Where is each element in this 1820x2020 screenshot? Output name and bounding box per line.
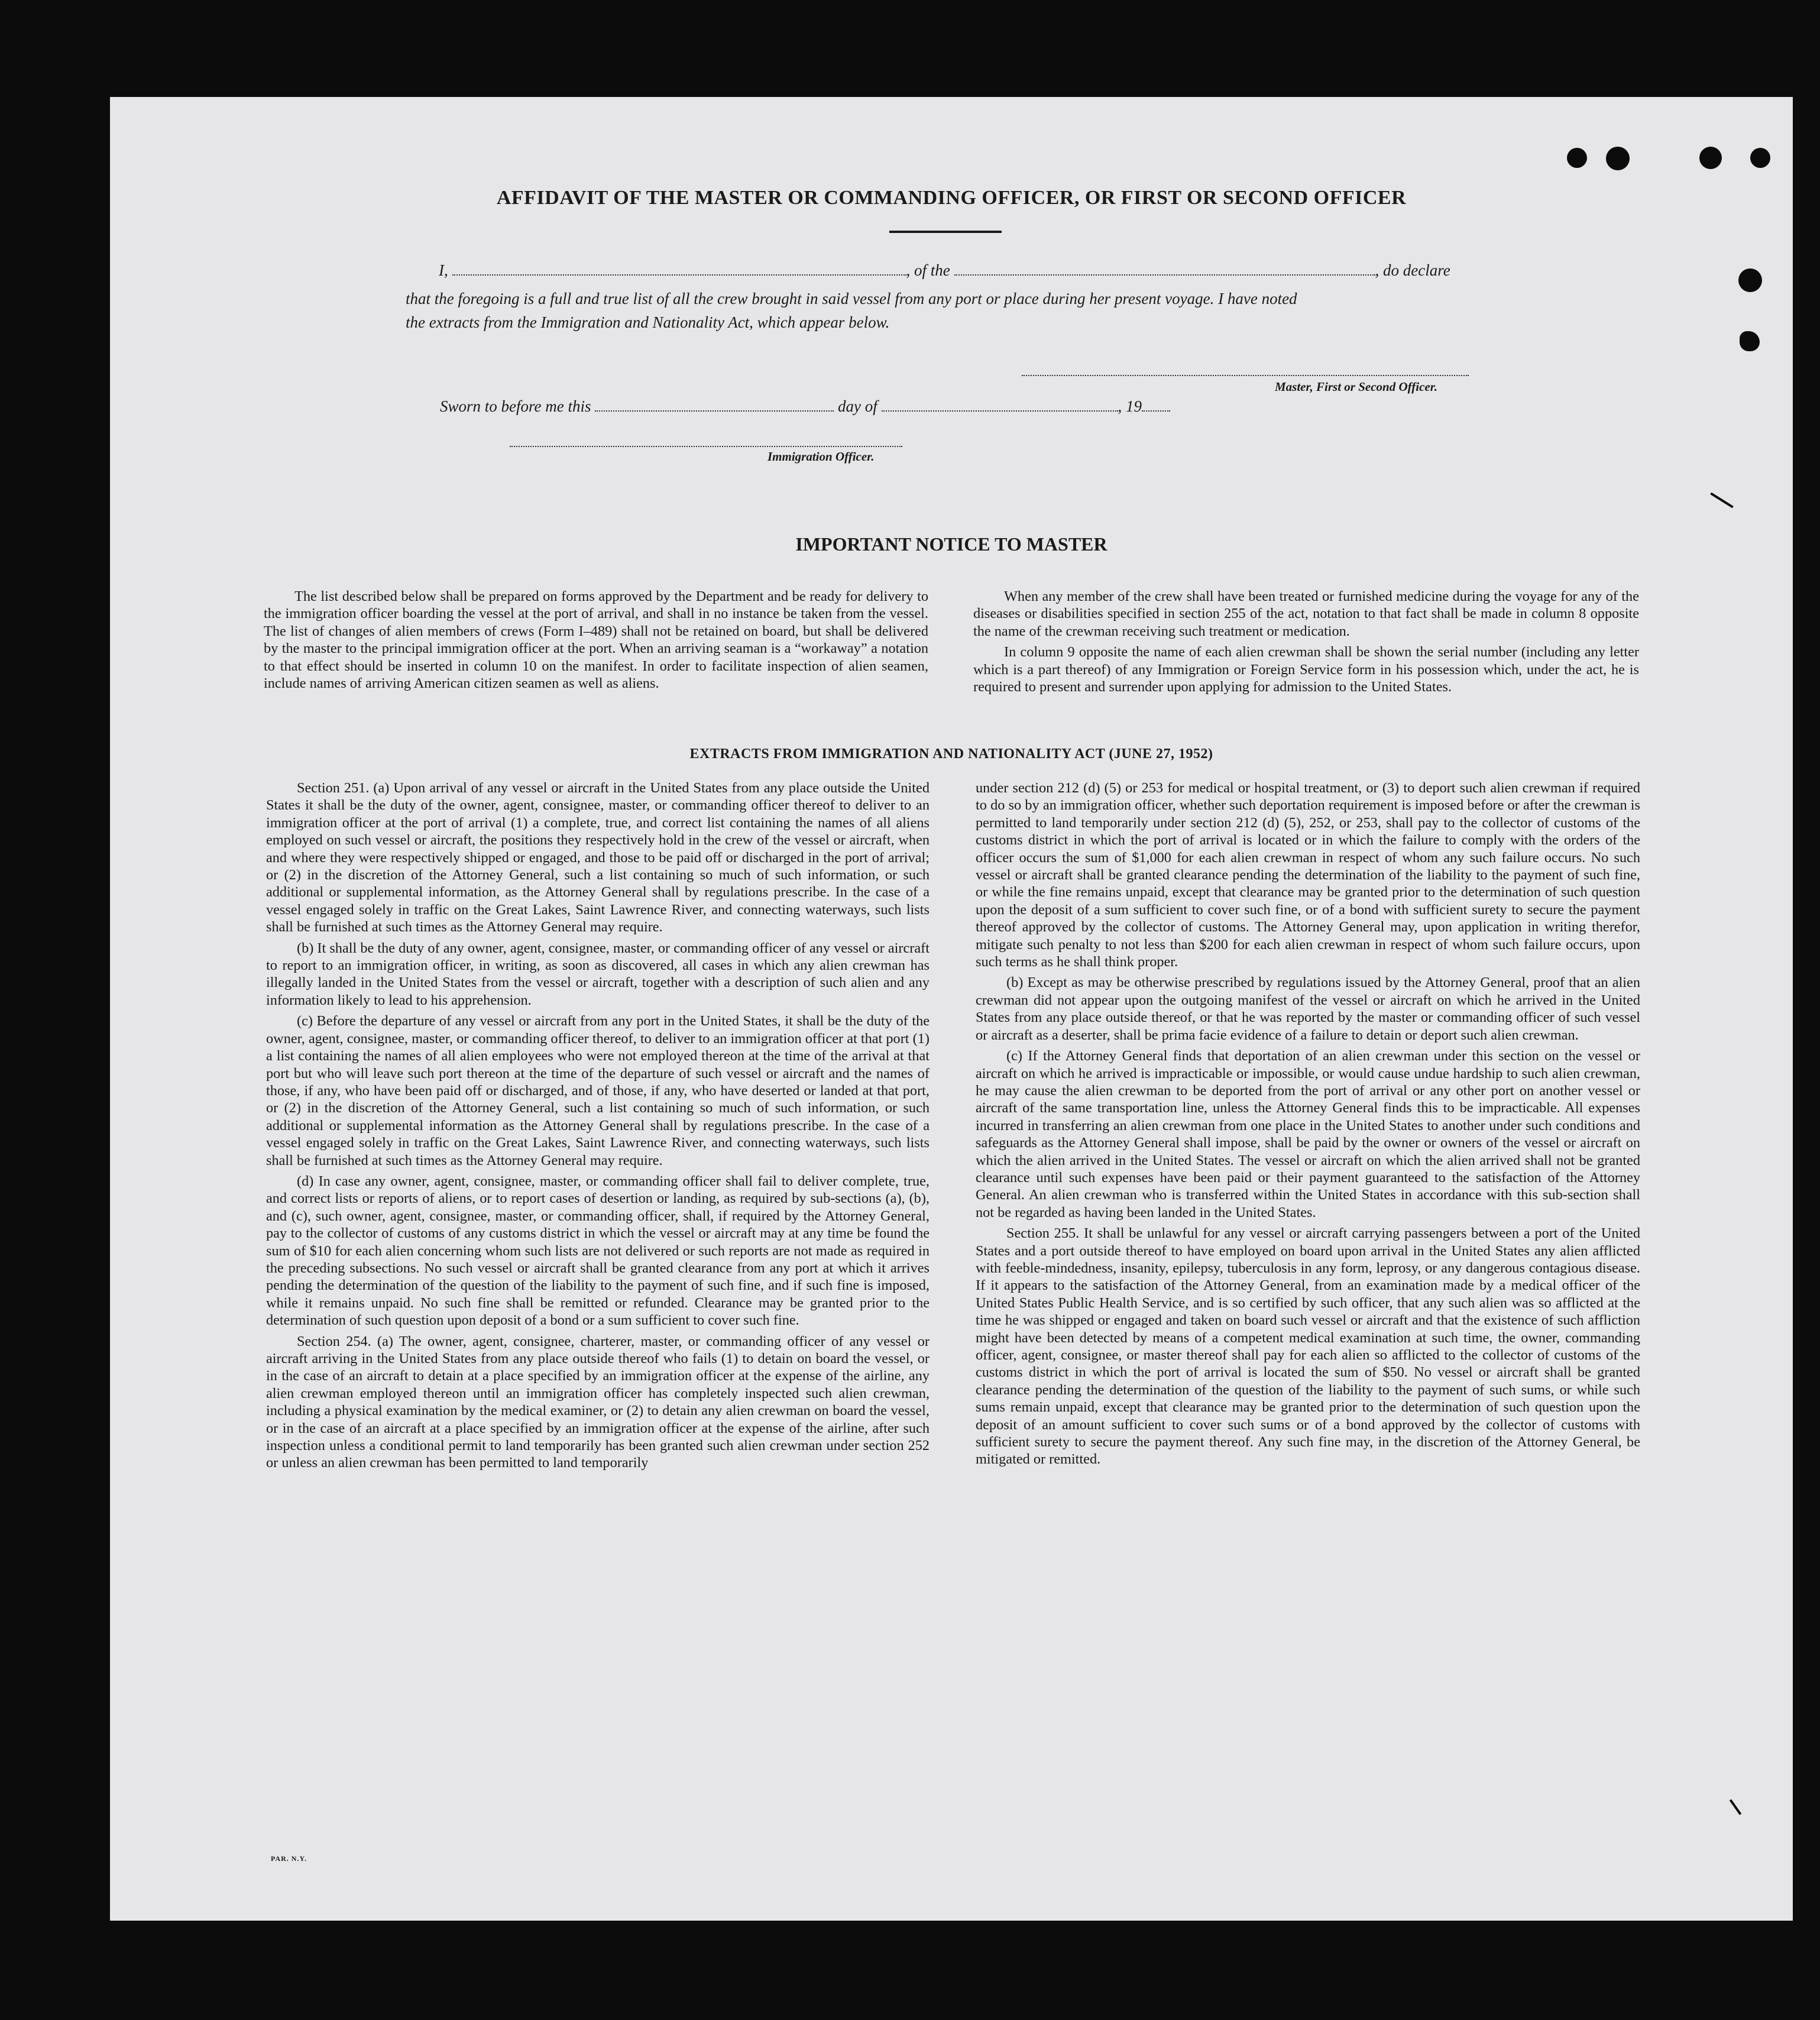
day-of-label: day of bbox=[838, 397, 877, 415]
vessel-name-field[interactable] bbox=[954, 263, 1375, 276]
sworn-day-field[interactable] bbox=[595, 399, 834, 412]
sworn-month-field[interactable] bbox=[882, 399, 1118, 412]
of-the-label: , of the bbox=[906, 261, 950, 279]
section-254-a: Section 254. (a) The owner, agent, consignee, charterer, master, or commanding officer of any vessel or aircraft arriving in the United States from any place outside thereof who fails (1) to detain on board the vessel, or in the case of an aircraft to detain at a place specified by an immigration officer at the expense of the airline, any alien crewman employed thereon until an immigration officer has completely inspected such alien crewman, including a physical examination by the medical examiner, or (2) to detain any alien crewman on board the vessel, or in the case of an aircraft at a place specified by an immigration officer at the expense of the airline, after such inspection unless a conditional permit to land temporarily has been granted such alien crewman under section 252 or unless an alien crewman has been permitted to land temporarily bbox=[266, 1333, 930, 1471]
notice-right-column bbox=[973, 588, 1639, 699]
declaration-line-2: that the foregoing is a full and true list of all the crew brought in said vessel from any port or place during her present voyage. I have noted bbox=[406, 290, 1297, 307]
punch-hole bbox=[1606, 147, 1630, 170]
declarant-name-field[interactable] bbox=[452, 263, 906, 276]
punch-hole bbox=[1699, 147, 1722, 169]
officer-signature-line[interactable] bbox=[510, 446, 902, 447]
section-254-b: (b) Except as may be otherwise prescribed by regulations issued by the Attorney General, proof that an alien crewman did not appear upon the outgoing manifest of the vessel or aircraft on which he arrived in the United States from any place outside thereof, or that he was reported by the master or commanding officer of such vessel or aircraft as a deserter, shall be prima facie evidence of a failure to detain or deport such alien crewman. bbox=[976, 975, 1640, 1043]
notice-title: IMPORTANT NOTICE TO MASTER bbox=[795, 533, 1107, 555]
scan-mark bbox=[1730, 1799, 1741, 1815]
section-254-c: (c) If the Attorney General finds that deportation of an alien crewman under this section on the vessel or aircraft on which he arrived is impracticable or impossible, or would cause undue hardship to such alien crewman, he may cause the alien crewman to be deported from the port of arrival or any other port on another vessel or aircraft of the same transportation line, unless the Attorney General finds this to be impracticable. All expenses incurred in transferring an alien crewman from one place in the United States to another under such conditions and safeguards as the Attorney General shall impose, shall be paid by the owner or owners of the vessel or aircraft on which the alien arrived in the United States. The vessel or aircraft on which the alien arrived shall not be granted clearance until such expenses have been paid or their payment guaranteed to the satisfaction of the Attorney General. An alien crewman who is transferred within the United States in accordance with this sub-section shall not be regarded as having been landed in the United States. bbox=[976, 1048, 1640, 1221]
affidavit-title: AFFIDAVIT OF THE MASTER OR COMMANDING OFFICER, OR FIRST OR SECOND OFFICER bbox=[496, 187, 1407, 209]
year-label: , 19 bbox=[1118, 397, 1142, 415]
declaration-line-3: the extracts from the Immigration and Nationality Act, which appear below. bbox=[406, 313, 890, 331]
sworn-year-field[interactable] bbox=[1142, 399, 1170, 412]
scan-mark bbox=[1710, 493, 1733, 509]
notice-left-column bbox=[264, 588, 928, 695]
notice-paragraph: When any member of the crew shall have been treated or furnished medicine during the voyage for any of the diseases or disabilities specified in section 255 of the act, notation to that fact shall be made in column 8 opposite the name of the crewman receiving such treatment or medication. bbox=[973, 588, 1639, 639]
do-declare-label: , do declare bbox=[1375, 261, 1450, 279]
section-251-d: (d) In case any owner, agent, consignee, master, or commanding officer shall fail to deliver complete, true, and correct lists or reports of aliens, or to report cases of desertion or landing, as required by sub-sections (a), (b), and (c), such owner, agent, consignee, master, or commanding officer, shall, if required by the Attorney General, pay to the collector of customs of any customs district in which the vessel or aircraft may at any time be found the sum of $10 for each alien concerning whom such lists are not delivered or such reports are not made as required in the preceding subsections. No such vessel or aircraft shall be granted clearance from any port at which it arrives pending the determination of the question of the liability to the payment of such fine, and if such fine is imposed, while it remains unpaid. No such fine shall be remitted or refunded. Clearance may be granted prior to the determination of such question upon deposit of a bond or a sum sufficient to cover such fine. bbox=[266, 1173, 930, 1329]
master-signature-line[interactable] bbox=[1022, 375, 1469, 376]
document-page bbox=[110, 97, 1793, 1921]
punch-hole bbox=[1567, 148, 1587, 168]
extracts-left-column bbox=[266, 779, 930, 1475]
punch-hole bbox=[1738, 268, 1762, 292]
master-signature-label: Master, First or Second Officer. bbox=[1275, 380, 1437, 394]
title-rule bbox=[889, 231, 1002, 233]
sworn-label: Sworn to before me this bbox=[440, 397, 591, 415]
officer-signature-label: Immigration Officer. bbox=[767, 449, 875, 464]
notice-paragraph: In column 9 opposite the name of each alien crewman shall be shown the serial number (including any letter which is a part thereof) of any Immigration or Foreign Service form in his possession which, under the act, he is required to present and surrender upon applying for admission to the United States. bbox=[973, 644, 1639, 695]
notice-paragraph: The list described below shall be prepared on forms approved by the Department and be ready for delivery to the immigration officer boarding the vessel at the port of arrival, and shall in no instance be taken from the vessel. The list of changes of alien members of crews (Form I–489) shall not be retained on board, but shall be delivered by the master to the principal immigration officer at the port. When an arriving seaman is a “workaway” a notation to that effect should be inserted in column 10 on the manifest. In order to facilitate inspection of alien seamen, include names of arriving American citizen seamen as well as aliens. bbox=[264, 588, 928, 692]
section-251-c: (c) Before the departure of any vessel or aircraft from any port in the United States, it shall be the duty of the owner, agent, consignee, master, or commanding officer thereof, to deliver to an immigration officer at that port (1) a list containing the names of all alien employees who were not employed thereon at the time of the arrival at that port but who will leave such port thereon at the time of the departure of such vessel or aircraft and the names of those, if any, who have been paid off or discharged, and of those, if any, who have deserted or landed at that port, or (2) in the discretion of the Attorney General, such a list containing so much of such information, or such additional or supplemental information as the Attorney General shall by regulations prescribe. In the case of a vessel engaged solely in traffic on the Great Lakes, Saint Lawrence River, and connecting waterways, such lists shall be furnished at such times as the Attorney General may require. bbox=[266, 1013, 930, 1168]
section-251-b: (b) It shall be the duty of any owner, agent, consignee, master, or commanding officer of any vessel or aircraft to report to an immigration officer, in writing, as soon as discovered, all cases in which any alien crewman has illegally landed in the United States from the vessel or aircraft, together with a description of such alien and any information likely to lead to his apprehension. bbox=[266, 940, 930, 1008]
printer-mark: PAR. N.Y. bbox=[271, 1854, 307, 1863]
sworn-line bbox=[440, 397, 1170, 416]
extracts-title: EXTRACTS FROM IMMIGRATION AND NATIONALITY ACT (JUNE 27, 1952) bbox=[689, 746, 1213, 762]
section-255: Section 255. It shall be unlawful for any vessel or aircraft carrying passengers between a port of the United States and a port outside thereof to have employed on board upon arrival in the United States any alien afflicted with feeble-mindedness, insanity, epilepsy, tuberculosis in any form, leprosy, or any dangerous contagious disease. If it appears to the satisfaction of the Attorney General, from an examination made by a medical officer of the United States Public Health Service, and is so certified by such officer, that any such alien was so afflicted at the time he was shipped or engaged and taken on board such vessel or aircraft and that the existence of such affliction might have been detected by means of a competent medical examination at such time, the owner, commanding officer, agent, consignee, or master thereof shall pay for each alien so afflicted to the collector of customs of the customs district in which the port of arrival is located the sum of $50. No vessel or aircraft shall be granted clearance pending the determination of the question of the liability to the payment of such sums, or while such sums remain unpaid, except that clearance may be granted prior to the determination of such question upon the deposit of an amount sufficient to cover such sums or of a bond approved by the collector of customs with sufficient surety to secure the payment thereof. Any such fine may, in the discretion of the Attorney General, be mitigated or remitted. bbox=[976, 1225, 1640, 1468]
section-251-a: Section 251. (a) Upon arrival of any vessel or aircraft in the United States from any place outside the United States it shall be the duty of the owner, agent, consignee, master, or commanding officer thereof to deliver to an immigration officer at the port of arrival (1) a complete, true, and correct list containing the names of all aliens employed on such vessel or aircraft, the positions they respectively hold in the crew of the vessel or aircraft, when and where they were respectively shipped or engaged, and those to be paid off or discharged in the port of arrival; or (2) in the discretion of the Attorney General, such a list containing so much of such information, or such additional or supplemental information, as the Attorney General shall by regulations prescribe. In the case of a vessel engaged solely in traffic on the Great Lakes, Saint Lawrence River, and connecting waterways, such lists shall be furnished at such times as the Attorney General may require. bbox=[266, 780, 930, 935]
extracts-right-column bbox=[976, 779, 1640, 1472]
declaration-line-1 bbox=[439, 261, 1450, 280]
punch-hole bbox=[1750, 148, 1770, 168]
section-254-a-continued: under section 212 (d) (5) or 253 for medical or hospital treatment, or (3) to deport such alien crewman if required to do so by an immigration officer, whether such deportation requirement is imposed before or after the crewman is permitted to land temporarily under section 212 (d) (5), 252, or 253, shall pay to the collector of customs of the customs district in which the port of arrival is located or in which the failure to comply with the orders of the officer occurs the sum of $1,000 for each alien crewman in respect of whom any such failure occurs. No such vessel or aircraft shall be granted clearance pending the determination of the liability to the payment of such fine, or while the fine remains unpaid, except that clearance may be granted prior to the determination of such question upon the deposit of a sum sufficient to cover such fine, or of a bond with sufficient surety to secure the payment thereof approved by the collector of customs. The Attorney General may, upon application in writing therefor, mitigate such penalty to not less than $200 for each alien crewman in respect of whom such failure occurs, upon such terms as he shall think proper. bbox=[976, 780, 1640, 970]
declarant-label: I, bbox=[439, 261, 448, 279]
punch-hole bbox=[1740, 331, 1760, 351]
